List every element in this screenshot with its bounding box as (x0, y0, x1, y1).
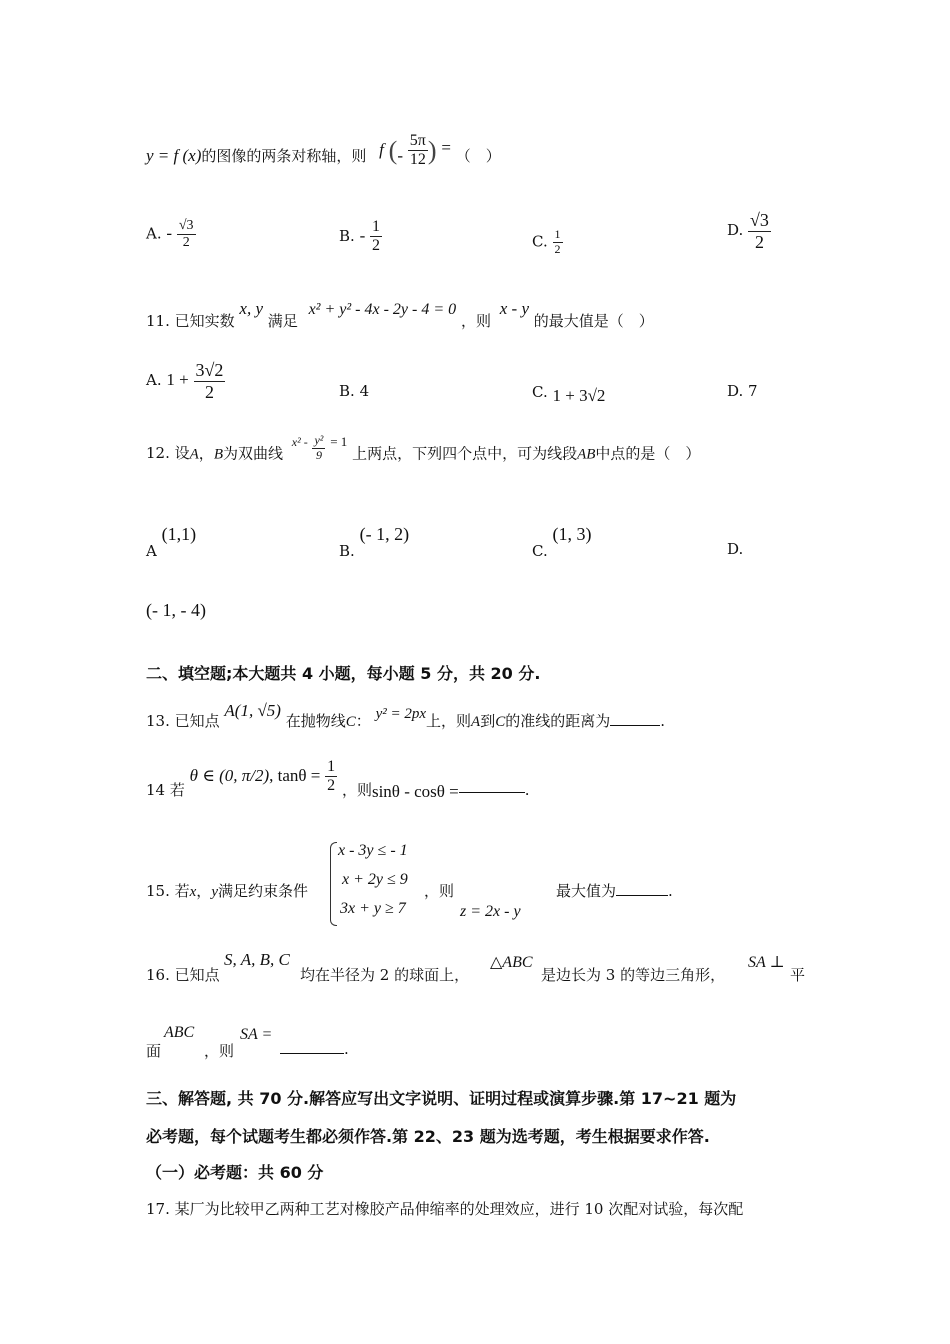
q16-answer: . (280, 1040, 349, 1058)
q11-expression: x - y (499, 299, 529, 318)
q12-option-a: A (1,1) (146, 524, 197, 560)
q10-stem-line: y = f (x)的图像的两条对称轴，则 f (- $\frac{5\pi}{12}$ ) = （ ） (146, 132, 501, 169)
q16-prefix: 16. 已知点 (146, 966, 220, 984)
q10-function-lhs: y = f (x) (146, 145, 202, 165)
section-2-heading: 二、填空题;本大题共 4 小题，每小题 5 分，共 20 分. (146, 664, 541, 683)
q14-stem: 14 若 θ ∈ (0, π/2), tanθ = $\frac{1}{2}$ ，则sinθ - cosθ = . (146, 758, 530, 801)
q10-f-symbol: f (379, 139, 384, 159)
q12-option-d-label: D. (727, 540, 744, 558)
q11-option-d: D. 7 (727, 382, 758, 400)
q16-plane: ABC (164, 1024, 195, 1041)
q15-constraint-3: 3x + y ≥ 7 (340, 900, 406, 917)
q15-objective: z = 2x - y (460, 903, 521, 920)
q15-answer-blank (616, 895, 668, 896)
q10-minus-sign: - (397, 145, 404, 165)
q12-option-b: B. (- 1, 2) (339, 524, 410, 560)
q11-equation: x² + y² - 4x - 2y - 4 = 0 (308, 301, 457, 318)
q11-option-b: B. 4 (339, 382, 370, 400)
q13-parabola: y² = 2px (375, 706, 426, 722)
q15-constraint-brace (330, 842, 337, 926)
q15-then: ，则 (424, 882, 455, 900)
q10-option-b: B. - $\frac{1}{2}$ (339, 218, 381, 255)
q12-hyperbola-x: x² - (291, 435, 308, 450)
q16-sa-perp: SA ⊥ (748, 954, 785, 971)
q10-answer-paren: （ ） (455, 146, 501, 165)
q12-stem: 12. 设A，B为双曲线 $^{x^2 -}$ $\frac{\text{y²}}{9}$ = 1 上两点，下列四个点中，可为线段AB中点的是（ ） (146, 433, 701, 463)
q16-mian: 面 (146, 1042, 162, 1060)
q13-stem: 13. 已知点 A(1, √5) 在抛物线C： y² = 2px上，则A到C的准线的距离为 . (146, 701, 666, 730)
q16-then: ，则 (204, 1042, 235, 1060)
q16-mid2: 是边长为 3 的等边三角形， (541, 966, 726, 984)
section-3-line-2: 必考题，每个试题考生都必须作答.第 22、23 题为选考题，考生根据要求作答. (146, 1127, 710, 1146)
q13-answer-blank (610, 725, 660, 726)
q10-equals: = (441, 137, 451, 157)
q14-expression: sinθ - cosθ = (371, 781, 459, 801)
q11-stem: 11. 已知实数 x, y 满足 x² + y² - 4x - 2y - 4 = 0 ，则 x - y 的最大值是（ ） (146, 299, 654, 330)
q16-points: S, A, B, C (224, 950, 290, 969)
q10-stem-text: 的图像的两条对称轴，则 (201, 146, 367, 165)
q16-mid: 均在半径为 2 的球面上， (300, 966, 470, 984)
q10-option-c: C. $\frac{1}{2}$ (532, 227, 561, 256)
section-3-subheading: （一）必考题：共 60 分 (146, 1163, 324, 1182)
q11-vars: x, y (239, 299, 263, 318)
q10-option-d: D. $\frac{√3}{2}$ (727, 210, 769, 252)
q12-hyperbola-fraction: $\frac{\text{y²}}{9}$ (314, 433, 324, 462)
q14-theta-range: θ ∈ (0, π/2) (189, 765, 270, 785)
q12-option-c: C. (1, 3) (532, 524, 592, 560)
q17-stem: 17. 某厂为比较甲乙两种工艺对橡胶产品伸缩率的处理效应，进行 10 次配对试验，每次配 (146, 1200, 744, 1218)
q16-answer-blank (280, 1053, 344, 1054)
q10-fraction: $\frac{5\pi}{12}$ (409, 132, 426, 169)
q13-point: A(1, √5) (224, 701, 281, 720)
q15-suffix: 最大值为 . (556, 882, 673, 900)
q16-ping: 平 (790, 966, 806, 984)
q15-stem-prefix: 15. 若x，y满足约束条件 (146, 882, 308, 900)
q14-answer-blank (459, 792, 525, 793)
q11-option-a: A. 1 + $\frac{3√2}{2}$ (146, 360, 224, 402)
q16-sa-eq: SA = (240, 1026, 273, 1043)
section-3-line-1: 三、解答题, 共 70 分.解答应写出文字说明、证明过程或演算步骤.第 17~21 题为 (146, 1089, 737, 1108)
q11-option-c: C. 1 + 3√2 (532, 383, 606, 405)
q15-constraint-2: x + 2y ≤ 9 (342, 871, 408, 888)
q15-constraint-1: x - 3y ≤ - 1 (338, 842, 408, 859)
q16-triangle: △ABC (490, 954, 533, 971)
q12-option-d-value: (- 1, - 4) (146, 600, 206, 620)
q10-option-a: A. - $\frac{√3}{2}$ (146, 218, 194, 251)
